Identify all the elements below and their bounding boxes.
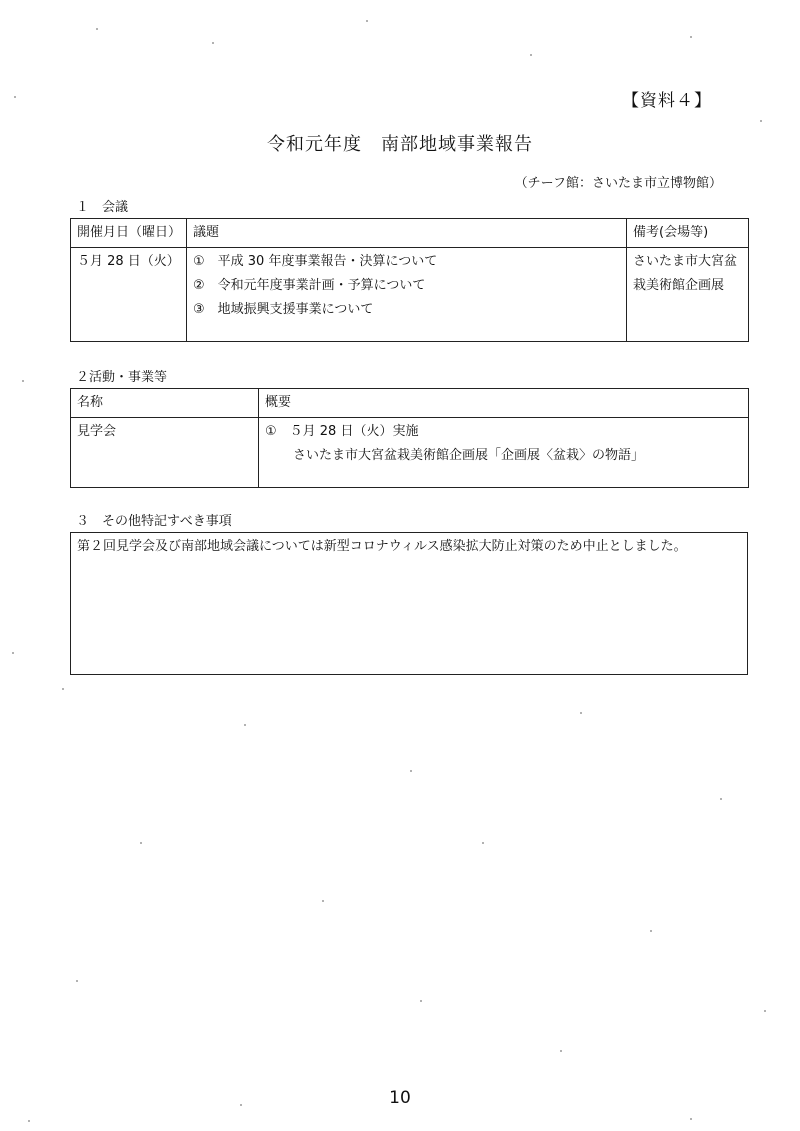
meeting-agenda [187, 248, 627, 342]
meeting-header-date: 開催月日（曜日） [71, 219, 187, 248]
section1-heading: １ 会議 [76, 200, 129, 215]
notes-row [71, 533, 748, 675]
scan-speck [690, 1118, 692, 1120]
scan-speck [482, 842, 484, 844]
scan-speck [560, 1050, 562, 1052]
meeting-table [70, 218, 749, 342]
page-subtitle: （チーフ館：さいたま市立博物館） [514, 176, 722, 191]
scan-speck [14, 96, 16, 98]
scan-speck [140, 842, 142, 844]
activity-table-row [71, 418, 749, 488]
scan-speck [720, 798, 722, 800]
section3-heading: ３ その他特記すべき事項 [76, 514, 232, 529]
activity-header-name: 名称 [71, 389, 259, 418]
scan-speck [760, 120, 762, 122]
page-title: 令和元年度 南部地域事業報告 [267, 134, 533, 155]
section2-heading: ２活動・事業等 [76, 370, 168, 385]
scan-speck [28, 1120, 30, 1122]
scan-speck [62, 688, 64, 690]
activity-line: ① ５月 28 日（火）実施 [265, 424, 419, 439]
activity-table-header [71, 389, 749, 418]
meeting-table-header [71, 219, 749, 248]
scan-speck [240, 1104, 242, 1106]
meeting-venue: さいたま市大宮盆栽美術館企画展 [627, 248, 749, 342]
scan-speck [96, 28, 98, 30]
scan-speck [530, 54, 532, 56]
scan-speck [244, 724, 246, 726]
scan-speck [650, 930, 652, 932]
scan-speck [690, 36, 692, 38]
activity-line: さいたま市大宮盆栽美術館企画展「企画展〈盆栽〉の物語」 [293, 448, 645, 463]
scan-speck [580, 712, 582, 714]
scan-speck [322, 900, 324, 902]
scan-speck [366, 20, 368, 22]
scan-speck [420, 1000, 422, 1002]
agenda-item: ③ 地域振興支援事業について [193, 302, 374, 317]
meeting-date: ５月 28 日（火） [71, 248, 187, 342]
page-number: 10 [389, 1088, 411, 1108]
notes-box [70, 532, 748, 675]
meeting-header-venue: 備考(会場等) [627, 219, 749, 248]
scan-speck [212, 42, 214, 44]
agenda-item: ① 平成 30 年度事業報告・決算について [193, 254, 438, 269]
scan-speck [764, 1010, 766, 1012]
agenda-item: ② 令和元年度事業計画・予算について [193, 278, 426, 293]
activity-summary [259, 418, 749, 488]
activity-name: 見学会 [71, 418, 259, 488]
notes-text: 第２回見学会及び南部地域会議については新型コロナウィルス感染拡大防止対策のため中止としました。 [71, 533, 748, 675]
scan-speck [410, 770, 412, 772]
scan-speck [76, 980, 78, 982]
meeting-table-row [71, 248, 749, 342]
scan-speck [12, 652, 14, 654]
activity-table [70, 388, 749, 488]
activity-header-summary: 概要 [259, 389, 749, 418]
meeting-header-agenda: 議題 [187, 219, 627, 248]
scan-speck [22, 380, 24, 382]
document-label: 【資料４】 [622, 91, 712, 111]
